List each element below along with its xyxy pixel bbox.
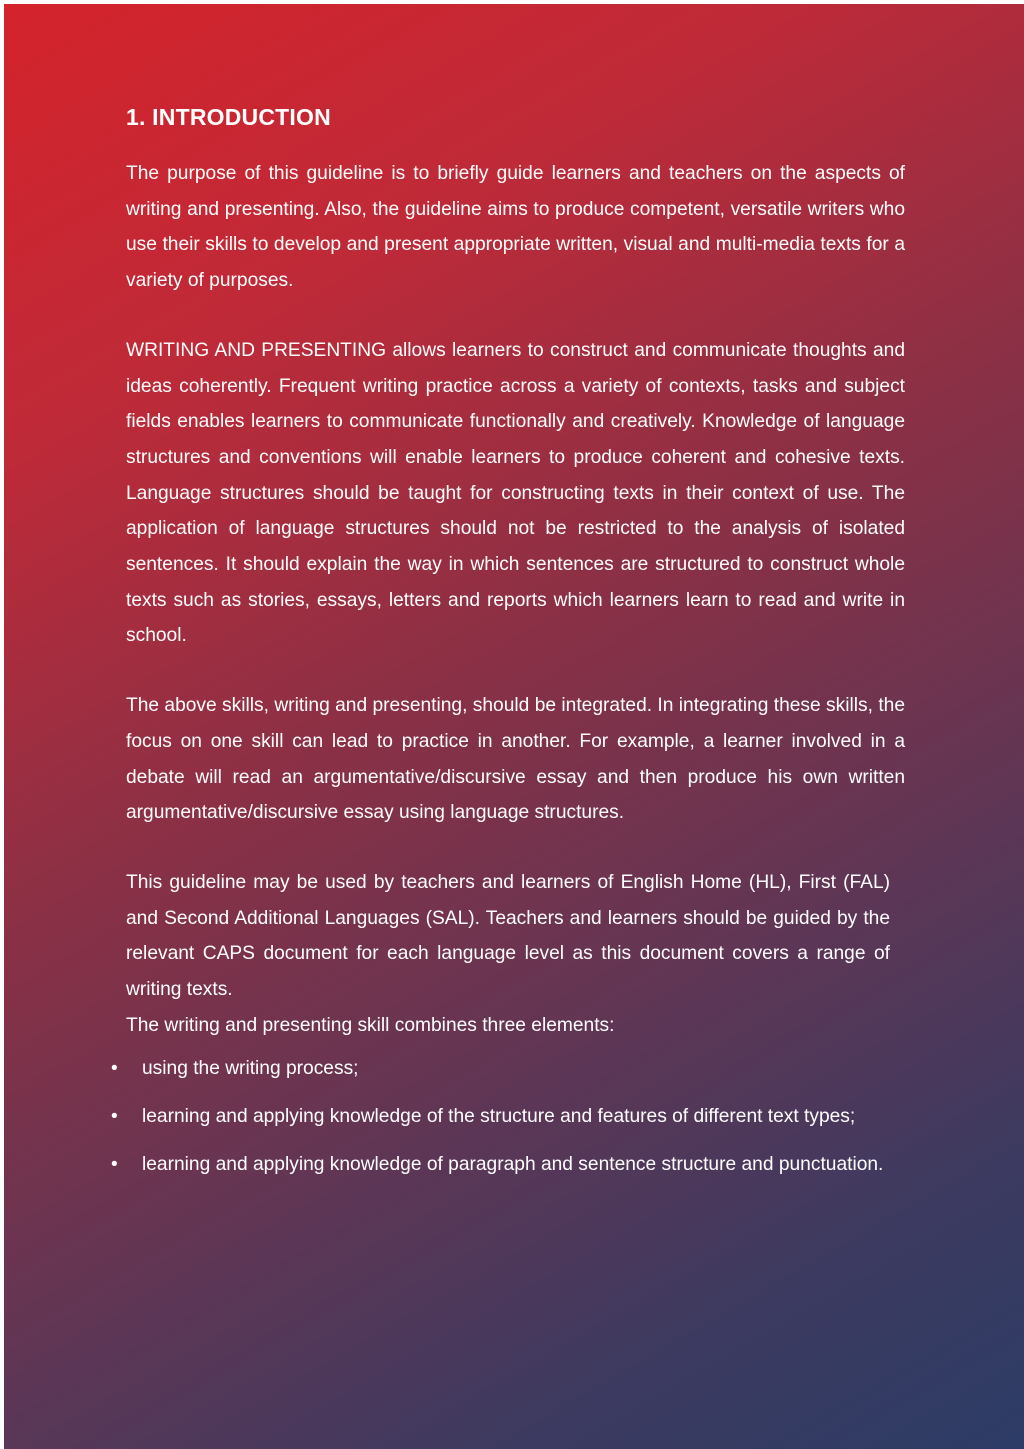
bullet-icon: • (111, 1058, 118, 1080)
section-heading: 1. INTRODUCTION (126, 104, 331, 130)
bullet-icon: • (111, 1106, 118, 1128)
paragraph-integration: The above skills, writing and presenting, should be integrated. In integrating these skills, the focus on one skill can lead to practice in another. For example, a learner involved in a debate will read an argumentative/discursive essay and then produce his own written argumentative/discursive essay using language structures. (126, 695, 905, 824)
document-page (4, 4, 1024, 1449)
list-item-text: learning and applying knowledge of paragraph and sentence structure and punctuation. (142, 1154, 884, 1176)
list-item (111, 1147, 890, 1183)
list-item (111, 1099, 890, 1135)
bullet-icon: • (111, 1154, 118, 1176)
paragraph-elements-intro: The writing and presenting skill combines three elements: (126, 1014, 615, 1036)
paragraph-purpose: The purpose of this guideline is to briefly guide learners and teachers on the aspects of writing and presenting. Also, the guideline aims to produce competent, versatile writers who use their skills to develop and present appropriate written, visual and multi-media texts for a variety of purposes. (126, 163, 905, 292)
list-item-text: using the writing process; (142, 1058, 359, 1080)
elements-list (111, 1051, 890, 1183)
page-content (111, 100, 905, 1195)
list-item (111, 1051, 890, 1087)
paragraph-guideline-usage: This guideline may be used by teachers and learners of English Home (HL), First (FAL) and Second Additional Languages (SAL). Teachers and learners should be guided by the relevant CAPS document for each language level as this document covers a range of writing texts. (126, 871, 890, 1001)
paragraph-writing-and-presenting: WRITING AND PRESENTING allows learners to construct and communicate thoughts and ideas coherently. Frequent writing practice across a variety of contexts, tasks and subject fields enables learners to communicate functionally and creatively. Knowledge of language structures and conventions will enable learners to produce coherent and cohesive texts. Language structures should be taught for constructing texts in their context of use. The application of language structures should not be restricted to the analysis of isolated sentences. It should explain the way in which sentences are structured to construct whole texts such as stories, essays, letters and reports which learners learn to read and write in school. (126, 339, 905, 647)
list-item-text: learning and applying knowledge of the structure and features of different text types; (142, 1106, 856, 1128)
